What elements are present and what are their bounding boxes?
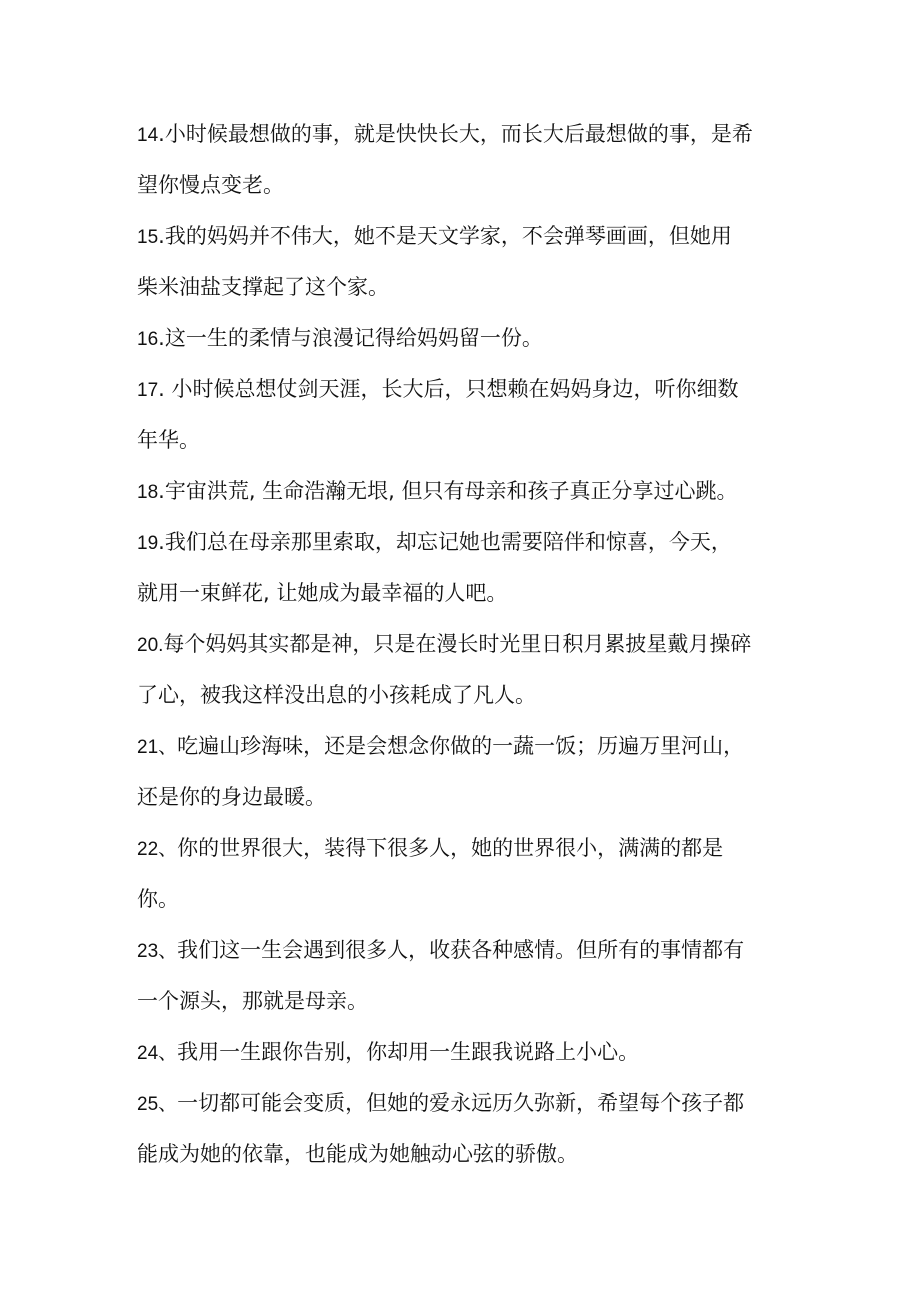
item-text: 我用一生跟你告别，你却用一生跟我说路上小心。 <box>177 1040 640 1064</box>
list-item-15-line-1 <box>137 218 787 269</box>
item-text: 柴米油盐支撑起了这个家。 <box>137 275 389 299</box>
item-text: 了心，被我这样没出息的小孩耗成了凡人。 <box>137 683 536 707</box>
item-number: 19 <box>137 533 159 554</box>
list-item-21-line-2 <box>137 779 787 830</box>
list-item-21-line-1 <box>137 728 787 779</box>
item-text: 每个妈妈其实都是神，只是在漫长时光里日积月累披星戴月操碎 <box>163 632 752 656</box>
list-item-23-line-1 <box>137 932 787 983</box>
item-number: 20. <box>137 635 164 656</box>
list-item-20-line-1 <box>137 626 787 677</box>
list-item-14-line-1 <box>137 116 787 167</box>
document-body <box>137 116 787 1187</box>
item-text: 你的世界很大，装得下很多人，她的世界很小，满满的都是 <box>177 836 724 860</box>
item-number: 24、 <box>137 1043 178 1064</box>
item-text: 吃遍山珍海味，还是会想念你做的一蔬一饭；历遍万里河山， <box>177 734 745 758</box>
item-number: 14 <box>137 125 159 146</box>
item-text: .小时候最想做的事，就是快快长大，而长大后最想做的事，是希 <box>158 122 753 146</box>
item-number: 15 <box>137 227 159 248</box>
item-text: 还是你的身边最暖。 <box>137 785 326 809</box>
list-item-20-line-2 <box>137 677 787 728</box>
item-number: 25、 <box>137 1094 178 1115</box>
list-item-19-line-1 <box>137 524 787 575</box>
item-number: 16 <box>137 329 159 350</box>
list-item-19-line-2 <box>137 575 787 626</box>
item-number: 18 <box>137 482 159 503</box>
list-item-17-line-2 <box>137 422 787 473</box>
list-item-17-line-1 <box>137 371 787 422</box>
list-item-25-line-2 <box>137 1136 787 1187</box>
list-item-24-line-1 <box>137 1034 787 1085</box>
item-text: .这一生的柔情与浪漫记得给妈妈留一份。 <box>158 326 543 350</box>
item-text: 就用一束鲜花, 让她成为最幸福的人吧。 <box>137 581 508 605</box>
item-text: 一个源头，那就是母亲。 <box>137 989 368 1013</box>
list-item-25-line-1 <box>137 1085 787 1136</box>
item-text: 我们这一生会遇到很多人，收获各种感情。但所有的事情都有 <box>177 938 745 962</box>
list-item-23-line-2 <box>137 983 787 1034</box>
list-item-16-line-1 <box>137 320 787 371</box>
item-number: 22、 <box>137 839 178 860</box>
list-item-22-line-1 <box>137 830 787 881</box>
item-text: 一切都可能会变质，但她的爱永远历久弥新，希望每个孩子都 <box>177 1091 745 1115</box>
list-item-22-line-2 <box>137 881 787 932</box>
list-item-15-line-2 <box>137 269 787 320</box>
item-text: 能成为她的依靠，也能成为她触动心弦的骄傲。 <box>137 1142 578 1166</box>
list-item-14-line-2 <box>137 167 787 218</box>
item-text: .宇宙洪荒, 生命浩瀚无垠, 但只有母亲和孩子真正分享过心跳。 <box>158 479 738 503</box>
list-item-18-line-1 <box>137 473 787 524</box>
item-number: 21、 <box>137 737 178 758</box>
item-number: 23、 <box>137 941 178 962</box>
item-text: 望你慢点变老。 <box>137 173 284 197</box>
item-number: 17 <box>137 380 159 401</box>
item-text: 你。 <box>137 887 179 911</box>
item-text: .我的妈妈并不伟大，她不是天文学家，不会弹琴画画，但她用 <box>158 224 732 248</box>
item-text: 年华。 <box>137 428 200 452</box>
item-text: .我们总在母亲那里索取，却忘记她也需要陪伴和惊喜，今天， <box>158 530 732 554</box>
item-text: . 小时候总想仗剑天涯，长大后，只想赖在妈妈身边，听你细数 <box>158 377 739 401</box>
